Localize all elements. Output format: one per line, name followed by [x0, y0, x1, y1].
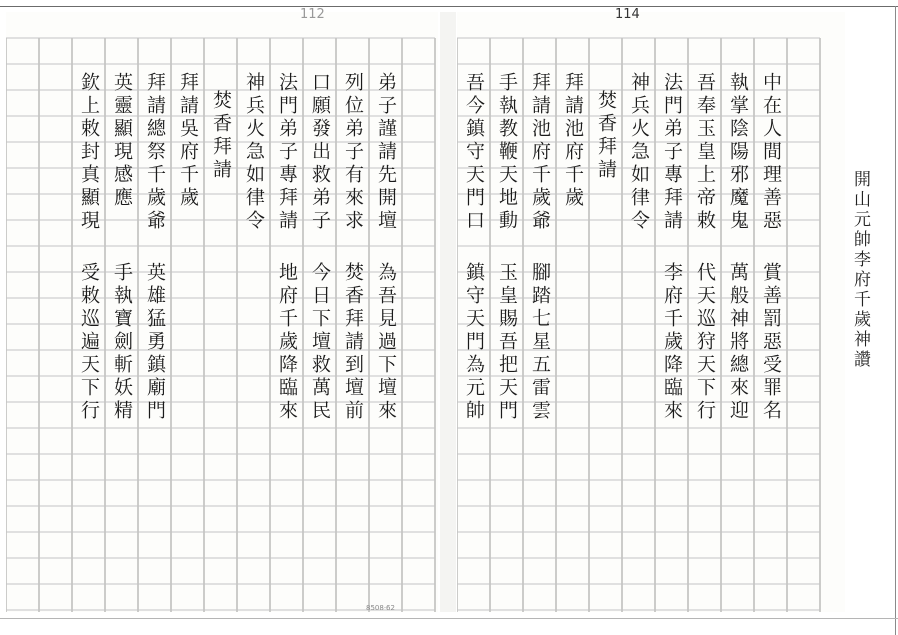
verse-column-upper: 英靈顯現感應 [111, 72, 133, 210]
verse-column-lower: 萬般神將總來迎 [727, 262, 749, 423]
verse-column-upper: 拜請總祭千歲爺 [144, 72, 166, 233]
verse-column-upper: 吾奉玉皇上帝敕 [694, 72, 716, 233]
scan-frame-right [895, 6, 896, 635]
verse-column-upper: 列位弟子有來求 [342, 72, 364, 233]
verse-column-upper: 口願發出救弟子 [309, 72, 331, 233]
verse-column-lower: 賞善罰惡受罪名 [760, 262, 782, 423]
verse-column-lower: 為吾見過下壇來 [375, 262, 397, 423]
left-manuscript-page [6, 7, 438, 612]
verse-column-upper: 神兵火急如律令 [628, 72, 650, 233]
verse-column-upper: 拜請池府千歲 [562, 72, 584, 210]
verse-column-lower: 英雄猛勇鎮廟門 [144, 262, 166, 423]
verse-column-upper: 手執教鞭天地動 [496, 72, 518, 233]
verse-column-upper: 法門弟子專拜請 [276, 72, 298, 233]
left-page-number: 112 [300, 7, 325, 22]
scan-bottom-rule [0, 618, 898, 619]
scan-frame-top [0, 6, 898, 7]
verse-column-lower: 受敕巡遍天下行 [78, 262, 100, 423]
book-gutter [440, 12, 456, 612]
verse-column-upper: 焚香拜請 [210, 90, 232, 182]
verse-column-lower: 地府千歲降臨來 [276, 262, 298, 423]
verse-column-lower: 腳踏七星五雷雲 [529, 262, 551, 423]
verse-column-lower: 代天巡狩天下行 [694, 262, 716, 423]
verse-column-upper: 焚香拜請 [595, 90, 617, 182]
verse-column-lower: 玉皇賜吾把天門 [496, 262, 518, 423]
verse-column-upper: 中在人間理善惡 [760, 72, 782, 233]
verse-column-lower: 焚香拜請到壇前 [342, 262, 364, 423]
verse-column-upper: 法門弟子專拜請 [661, 72, 683, 233]
verse-column-lower: 手執寶劍斬妖精 [111, 262, 133, 423]
verse-column-lower: 今日下壇救萬民 [309, 262, 331, 423]
verse-column-upper: 欽上敕封真顯現 [78, 72, 100, 233]
verse-column-lower: 鎮守天門為元帥 [463, 262, 485, 423]
footer-mark: 8508·62 [366, 604, 395, 612]
verse-column-upper: 神兵火急如律令 [243, 72, 265, 233]
verse-column-upper: 拜請吳府千歲 [177, 72, 199, 210]
right-manuscript-page [457, 7, 845, 612]
verse-column-lower: 李府千歲降臨來 [661, 262, 683, 423]
adjacent-page-strip-text: 開山元帥李府千歲神讚 [850, 170, 870, 370]
right-page-number: 114 [615, 7, 640, 22]
verse-column-upper: 執掌陰陽邪魔鬼 [727, 72, 749, 233]
verse-column-upper: 吾今鎮守天門口 [463, 72, 485, 233]
verse-column-upper: 拜請池府千歲爺 [529, 72, 551, 233]
verse-column-upper: 弟子謹請先開壇 [375, 72, 397, 233]
